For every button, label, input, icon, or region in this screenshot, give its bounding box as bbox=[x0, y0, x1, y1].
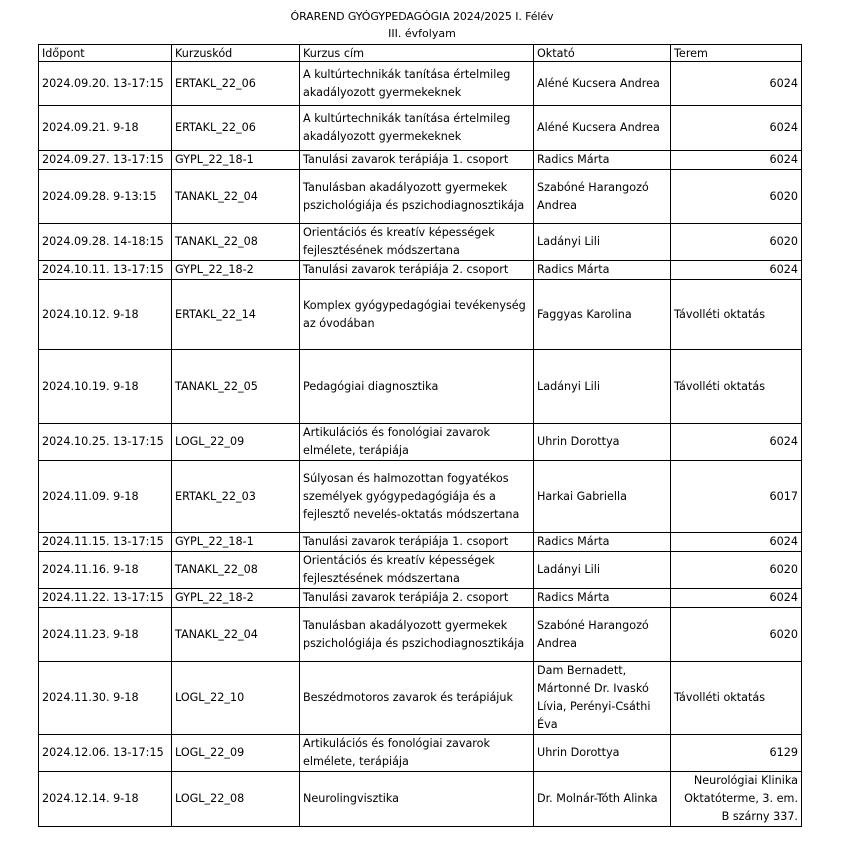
cell-instructor: Faggyas Karolina bbox=[534, 280, 671, 350]
cell-time: 2024.09.20. 13-17:15 bbox=[39, 62, 172, 106]
cell-code: TANAKL_22_04 bbox=[172, 170, 300, 224]
cell-instructor: Aléné Kucsera Andrea bbox=[534, 106, 671, 151]
cell-course: Komplex gyógypedagógiai tevékenység az óvodában bbox=[300, 280, 534, 350]
cell-room: 6024 bbox=[671, 589, 802, 608]
cell-code: LOGL_22_10 bbox=[172, 662, 300, 735]
cell-code: ERTAKL_22_06 bbox=[172, 62, 300, 106]
cell-instructor: Harkai Gabriella bbox=[534, 461, 671, 533]
cell-course: A kultúrtechnikák tanítása értelmileg akadályozott gyermekeknek bbox=[300, 106, 534, 151]
cell-time: 2024.12.14. 9-18 bbox=[39, 772, 172, 827]
cell-course: Orientációs és kreatív képességek fejlesztésének módszertana bbox=[300, 552, 534, 589]
cell-course: Tanulási zavarok terápiája 2. csoport bbox=[300, 261, 534, 280]
cell-code: GYPL_22_18-1 bbox=[172, 533, 300, 552]
cell-time: 2024.09.28. 14-18:15 bbox=[39, 224, 172, 261]
cell-instructor: Uhrin Dorottya bbox=[534, 735, 671, 772]
cell-time: 2024.10.11. 13-17:15 bbox=[39, 261, 172, 280]
cell-room: 6020 bbox=[671, 224, 802, 261]
cell-time: 2024.12.06. 13-17:15 bbox=[39, 735, 172, 772]
cell-room: 6024 bbox=[671, 62, 802, 106]
cell-time: 2024.09.21. 9-18 bbox=[39, 106, 172, 151]
cell-course: Beszédmotoros zavarok és terápiájuk bbox=[300, 662, 534, 735]
cell-course: A kultúrtechnikák tanítása értelmileg akadályozott gyermekeknek bbox=[300, 62, 534, 106]
cell-instructor: Ladányi Lili bbox=[534, 224, 671, 261]
cell-time: 2024.11.16. 9-18 bbox=[39, 552, 172, 589]
schedule-table bbox=[38, 44, 802, 827]
cell-code: LOGL_22_09 bbox=[172, 735, 300, 772]
table-row bbox=[39, 261, 802, 280]
cell-course: Tanulási zavarok terápiája 2. csoport bbox=[300, 589, 534, 608]
cell-instructor: Aléné Kucsera Andrea bbox=[534, 62, 671, 106]
cell-time: 2024.11.23. 9-18 bbox=[39, 608, 172, 662]
cell-instructor: Dr. Molnár-Tóth Alinka bbox=[534, 772, 671, 827]
table-row bbox=[39, 533, 802, 552]
table-row bbox=[39, 589, 802, 608]
cell-room: 6129 bbox=[671, 735, 802, 772]
table-header-row bbox=[39, 45, 802, 62]
table-row bbox=[39, 62, 802, 106]
cell-instructor: Ladányi Lili bbox=[534, 350, 671, 424]
cell-instructor: Radics Márta bbox=[534, 589, 671, 608]
cell-code: TANAKL_22_05 bbox=[172, 350, 300, 424]
cell-room: 6020 bbox=[671, 552, 802, 589]
header-room: Terem bbox=[671, 45, 802, 62]
table-row bbox=[39, 608, 802, 662]
cell-instructor: Radics Márta bbox=[534, 533, 671, 552]
cell-course: Tanulásban akadályozott gyermekek pszichológiája és pszichodiagnosztikája bbox=[300, 608, 534, 662]
cell-code: GYPL_22_18-1 bbox=[172, 151, 300, 170]
cell-course: Artikulációs és fonológiai zavarok elmélete, terápiája bbox=[300, 424, 534, 461]
cell-time: 2024.11.30. 9-18 bbox=[39, 662, 172, 735]
cell-room: Távolléti oktatás bbox=[671, 350, 802, 424]
cell-time: 2024.10.19. 9-18 bbox=[39, 350, 172, 424]
document-subtitle: III. évfolyam bbox=[388, 27, 456, 40]
cell-room: 6024 bbox=[671, 533, 802, 552]
cell-room: 6024 bbox=[671, 106, 802, 151]
cell-room: 6017 bbox=[671, 461, 802, 533]
cell-room: 6024 bbox=[671, 151, 802, 170]
table-row bbox=[39, 461, 802, 533]
cell-code: LOGL_22_09 bbox=[172, 424, 300, 461]
table-row bbox=[39, 170, 802, 224]
cell-room: Távolléti oktatás bbox=[671, 280, 802, 350]
table-row bbox=[39, 662, 802, 735]
cell-room: 6024 bbox=[671, 261, 802, 280]
cell-course: Pedagógiai diagnosztika bbox=[300, 350, 534, 424]
cell-time: 2024.11.15. 13-17:15 bbox=[39, 533, 172, 552]
cell-course: Tanulásban akadályozott gyermekek pszichológiája és pszichodiagnosztikája bbox=[300, 170, 534, 224]
header-code: Kurzuskód bbox=[172, 45, 300, 62]
cell-instructor: Szabóné Harangozó Andrea bbox=[534, 170, 671, 224]
cell-code: TANAKL_22_08 bbox=[172, 552, 300, 589]
cell-course: Tanulási zavarok terápiája 1. csoport bbox=[300, 151, 534, 170]
header-instructor: Oktató bbox=[534, 45, 671, 62]
cell-room: 6020 bbox=[671, 608, 802, 662]
cell-time: 2024.09.27. 13-17:15 bbox=[39, 151, 172, 170]
table-row bbox=[39, 735, 802, 772]
cell-room: Távolléti oktatás bbox=[671, 662, 802, 735]
cell-time: 2024.10.25. 13-17:15 bbox=[39, 424, 172, 461]
table-row bbox=[39, 280, 802, 350]
cell-code: ERTAKL_22_14 bbox=[172, 280, 300, 350]
cell-instructor: Radics Márta bbox=[534, 261, 671, 280]
cell-code: LOGL_22_08 bbox=[172, 772, 300, 827]
cell-instructor: Uhrin Dorottya bbox=[534, 424, 671, 461]
cell-code: TANAKL_22_04 bbox=[172, 608, 300, 662]
cell-course: Orientációs és kreatív képességek fejlesztésének módszertana bbox=[300, 224, 534, 261]
cell-code: GYPL_22_18-2 bbox=[172, 261, 300, 280]
header-course: Kurzus cím bbox=[300, 45, 534, 62]
cell-room: 6020 bbox=[671, 170, 802, 224]
document-title: ÓRAREND GYÓGYPEDAGÓGIA 2024/2025 I. Félév bbox=[290, 10, 554, 23]
table-row bbox=[39, 424, 802, 461]
cell-course: Artikulációs és fonológiai zavarok elmélete, terápiája bbox=[300, 735, 534, 772]
cell-code: ERTAKL_22_06 bbox=[172, 106, 300, 151]
cell-room: Neurológiai Klinika Oktatóterme, 3. em. B szárny 337. bbox=[671, 772, 802, 827]
table-row bbox=[39, 151, 802, 170]
table-row bbox=[39, 350, 802, 424]
table-row bbox=[39, 224, 802, 261]
cell-time: 2024.10.12. 9-18 bbox=[39, 280, 172, 350]
cell-course: Súlyosan és halmozottan fogyatékos személyek gyógypedagógiája és a fejlesztő nevelés-oktatás módszertana bbox=[300, 461, 534, 533]
cell-code: TANAKL_22_08 bbox=[172, 224, 300, 261]
cell-time: 2024.11.22. 13-17:15 bbox=[39, 589, 172, 608]
cell-time: 2024.09.28. 9-13:15 bbox=[39, 170, 172, 224]
header-time: Időpont bbox=[39, 45, 172, 62]
cell-instructor: Szabóné Harangozó Andrea bbox=[534, 608, 671, 662]
cell-instructor: Ladányi Lili bbox=[534, 552, 671, 589]
table-row bbox=[39, 106, 802, 151]
cell-course: Neurolingvisztika bbox=[300, 772, 534, 827]
cell-instructor: Dam Bernadett, Mártonné Dr. Ivaskó Lívia, Perényi-Csáthi Éva bbox=[534, 662, 671, 735]
cell-code: GYPL_22_18-2 bbox=[172, 589, 300, 608]
cell-course: Tanulási zavarok terápiája 1. csoport bbox=[300, 533, 534, 552]
cell-room: 6024 bbox=[671, 424, 802, 461]
cell-code: ERTAKL_22_03 bbox=[172, 461, 300, 533]
cell-instructor: Radics Márta bbox=[534, 151, 671, 170]
cell-time: 2024.11.09. 9-18 bbox=[39, 461, 172, 533]
table-row bbox=[39, 772, 802, 827]
table-row bbox=[39, 552, 802, 589]
